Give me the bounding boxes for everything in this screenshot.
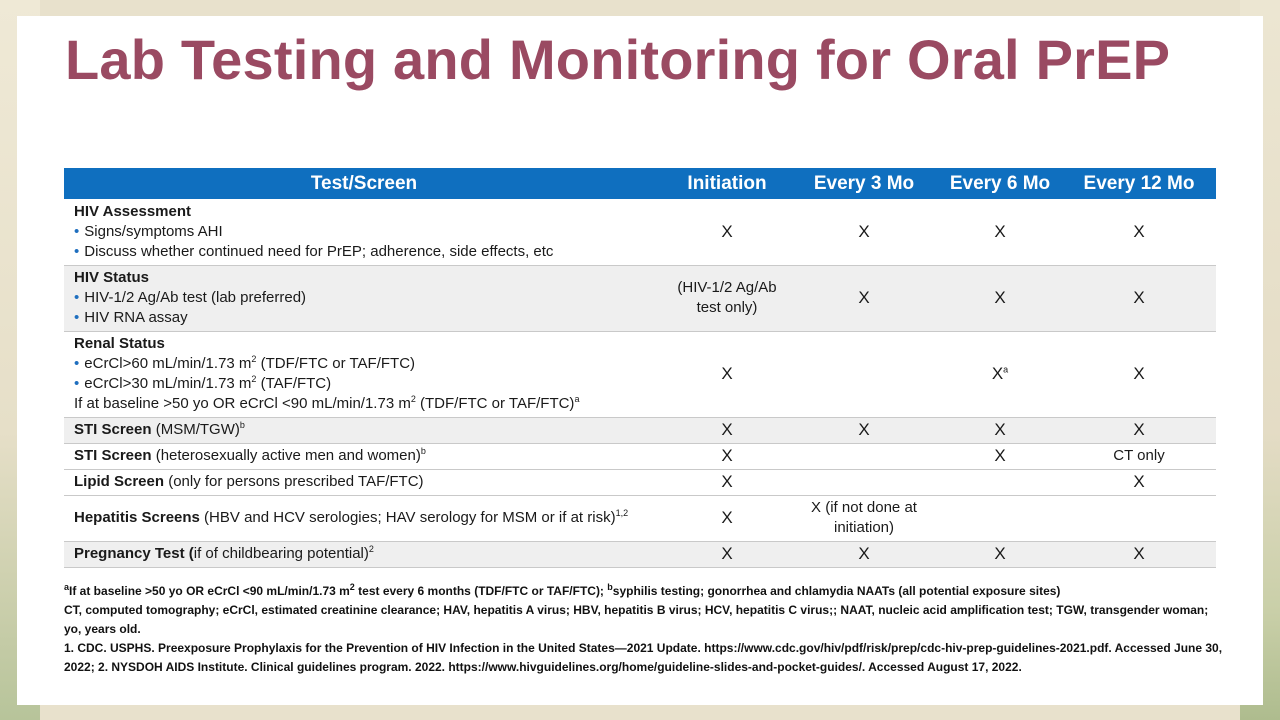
test-cell bbox=[64, 265, 664, 331]
footnote-marker: 2 bbox=[368, 544, 374, 554]
table-row bbox=[64, 417, 1216, 443]
table-row bbox=[64, 331, 1216, 417]
footnote-marker: b bbox=[239, 420, 245, 430]
test-detail: (MSM/TGW) bbox=[151, 421, 240, 438]
bullet-text: Signs/symptoms AHI bbox=[84, 222, 223, 240]
cell-every-6-mo bbox=[938, 331, 1062, 417]
references: 1. CDC. USPHS. Preexposure Prophylaxis for the Prevention of HIV Infection in the United States—2021 Update. https://www.cdc.gov/hiv/pdf/risk/prep/cdc-hiv-prep-guidelines-2021.pdf. Accessed June 30, 2022; 2. NYSDOH AIDS Institute. Clinical guidelines program. 2022. https://www.hivguidelines.org/home/guideline-slides-and-pocket-guides/. Accessed August 17, 2022. bbox=[64, 641, 1223, 674]
cell-every-12-mo: CT only bbox=[1062, 443, 1216, 469]
header-every-12-mo: Every 12 Mo bbox=[1062, 168, 1216, 199]
cell-value: X bbox=[991, 364, 1004, 383]
header-test-screen: Test/Screen bbox=[64, 168, 664, 199]
footnote-text: If at baseline >50 yo OR eCrCl <90 mL/min/1.73 m bbox=[69, 584, 350, 598]
cell-every-3-mo: X bbox=[790, 265, 938, 331]
table-row bbox=[64, 495, 1216, 541]
test-cell bbox=[64, 541, 664, 567]
cell-every-6-mo bbox=[938, 469, 1062, 495]
superscript: 2 bbox=[349, 582, 355, 592]
cell-every-6-mo: X bbox=[938, 443, 1062, 469]
note-text: (TDF/FTC or TAF/FTC) bbox=[415, 395, 575, 412]
bullet-icon: • bbox=[74, 242, 80, 260]
cell-initiation: X bbox=[664, 331, 790, 417]
test-detail: if of childbearing potential) bbox=[193, 545, 369, 562]
cell-initiation: X bbox=[664, 469, 790, 495]
superscript: 2 bbox=[251, 374, 257, 384]
test-cell bbox=[64, 443, 664, 469]
footnote-marker: a bbox=[64, 582, 70, 592]
cell-initiation: (HIV-1/2 Ag/Ab test only) bbox=[664, 265, 790, 331]
table-row bbox=[64, 265, 1216, 331]
bullet-text: (TAF/FTC) bbox=[256, 375, 332, 392]
superscript: 2 bbox=[251, 354, 257, 364]
footnote-marker: a bbox=[574, 394, 580, 404]
cell-every-3-mo: X bbox=[790, 199, 938, 265]
cell-every-6-mo: X bbox=[938, 417, 1062, 443]
abbreviations: CT, computed tomography; eCrCl, estimated creatinine clearance; HAV, hepatitis A virus; HBV, hepatitis B virus; HCV, hepatitis C virus;; NAAT, nucleic acid amplification test; TGW, transgender woman; yo, years old. bbox=[64, 603, 1209, 636]
bullet-item bbox=[74, 354, 660, 374]
test-heading: Hepatitis Screens bbox=[74, 509, 200, 526]
bullet-item bbox=[74, 242, 660, 262]
cell-every-3-mo: X bbox=[790, 541, 938, 567]
slide bbox=[17, 16, 1263, 705]
bullet-icon: • bbox=[74, 375, 80, 392]
bullet-item bbox=[74, 308, 660, 328]
test-heading: HIV Status bbox=[74, 269, 150, 286]
bullet-icon: • bbox=[74, 355, 80, 372]
test-cell bbox=[64, 469, 664, 495]
table-header-row bbox=[64, 168, 1216, 199]
test-heading: STI Screen bbox=[74, 447, 152, 464]
bullet-text: Discuss whether continued need for PrEP; adherence, side effects, etc bbox=[84, 242, 554, 260]
cell-initiation: X bbox=[664, 417, 790, 443]
cell-initiation: X bbox=[664, 541, 790, 567]
table-row bbox=[64, 541, 1216, 567]
bullet-item bbox=[74, 222, 660, 242]
superscript: 2 bbox=[410, 394, 416, 404]
footnote-marker: b bbox=[607, 582, 613, 592]
bullet-text: HIV RNA assay bbox=[84, 309, 188, 326]
test-heading: Pregnancy Test ( bbox=[74, 545, 194, 562]
cell-every-12-mo: X bbox=[1062, 541, 1216, 567]
test-detail: (HBV and HCV serologies; HAV serology for MSM or if at risk) bbox=[199, 509, 616, 526]
test-detail: (heterosexually active men and women) bbox=[151, 447, 421, 464]
table-row bbox=[64, 443, 1216, 469]
bullet-icon: • bbox=[74, 222, 80, 240]
footnote-marker: a bbox=[1003, 364, 1009, 375]
test-cell bbox=[64, 417, 664, 443]
bullet-text: (TDF/FTC or TAF/FTC) bbox=[256, 355, 416, 372]
monitoring-table bbox=[64, 168, 1216, 568]
bullet-text: HIV-1/2 Ag/Ab test (lab preferred) bbox=[84, 289, 307, 306]
test-cell bbox=[64, 199, 664, 265]
cell-every-12-mo: X bbox=[1062, 331, 1216, 417]
cell-initiation: X bbox=[664, 199, 790, 265]
cell-initiation: X bbox=[664, 443, 790, 469]
test-detail: (only for persons prescribed TAF/FTC) bbox=[164, 473, 424, 490]
header-initiation: Initiation bbox=[664, 168, 790, 199]
table-row bbox=[64, 199, 1216, 265]
cell-initiation: X bbox=[664, 495, 790, 541]
cell-every-3-mo bbox=[790, 469, 938, 495]
test-heading: Renal Status bbox=[74, 335, 165, 352]
cell-every-6-mo: X bbox=[938, 265, 1062, 331]
test-heading: Lipid Screen bbox=[74, 473, 165, 490]
test-heading: HIV Assessment bbox=[74, 202, 191, 220]
cell-every-3-mo: X (if not done at initiation) bbox=[790, 495, 938, 541]
test-cell bbox=[64, 495, 664, 541]
footnote-marker: 1,2 bbox=[615, 508, 629, 518]
cell-every-12-mo: X bbox=[1062, 417, 1216, 443]
header-every-6-mo: Every 6 Mo bbox=[938, 168, 1062, 199]
note-text: If at baseline >50 yo OR eCrCl <90 mL/min/1.73 m bbox=[74, 395, 411, 412]
cell-every-6-mo bbox=[938, 495, 1062, 541]
cell-every-6-mo: X bbox=[938, 199, 1062, 265]
header-every-3-mo: Every 3 Mo bbox=[790, 168, 938, 199]
cell-every-12-mo: X bbox=[1062, 469, 1216, 495]
cell-every-12-mo: X bbox=[1062, 199, 1216, 265]
cell-every-6-mo: X bbox=[938, 541, 1062, 567]
bullet-text: eCrCl>60 mL/min/1.73 m bbox=[84, 355, 252, 372]
bullet-item bbox=[74, 288, 660, 308]
cell-every-3-mo bbox=[790, 331, 938, 417]
bullet-icon: • bbox=[74, 309, 80, 326]
cell-every-3-mo bbox=[790, 443, 938, 469]
bullet-text: eCrCl>30 mL/min/1.73 m bbox=[84, 375, 252, 392]
cell-every-12-mo bbox=[1062, 495, 1216, 541]
footnote-text: syphilis testing; gonorrhea and chlamydia NAATs (all potential exposure sites) bbox=[612, 584, 1061, 598]
slide-title: Lab Testing and Monitoring for Oral PrEP bbox=[65, 28, 1171, 91]
table-row bbox=[64, 469, 1216, 495]
footnote-text: test every 6 months (TDF/FTC or TAF/FTC); bbox=[354, 584, 608, 598]
cell-every-12-mo: X bbox=[1062, 265, 1216, 331]
renal-note bbox=[74, 394, 660, 414]
bullet-item bbox=[74, 374, 660, 394]
footnote-definitions bbox=[64, 582, 1224, 601]
test-cell bbox=[64, 331, 664, 417]
cell-every-3-mo: X bbox=[790, 417, 938, 443]
test-heading: STI Screen bbox=[74, 421, 152, 438]
footnotes bbox=[64, 582, 1224, 677]
footnote-marker: b bbox=[420, 446, 426, 456]
bullet-icon: • bbox=[74, 289, 80, 306]
